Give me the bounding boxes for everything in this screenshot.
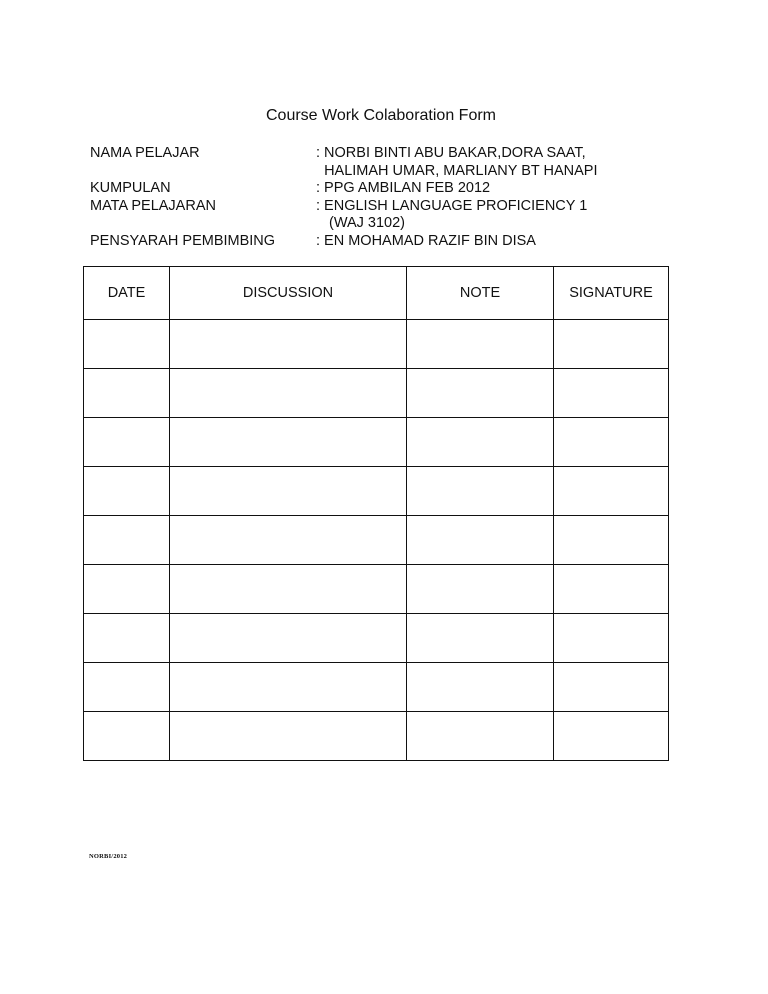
pensyarah-value: : EN MOHAMAD RAZIF BIN DISA (316, 232, 536, 249)
date-cell (84, 663, 170, 712)
nama-pelajar-value-line2: HALIMAH UMAR, MARLIANY BT HANAPI (324, 162, 598, 179)
collaboration-log-table (83, 266, 669, 761)
date-cell (84, 712, 170, 761)
table-body (84, 320, 669, 761)
discussion-cell (170, 467, 407, 516)
date-cell (84, 516, 170, 565)
note-cell (407, 467, 554, 516)
nama-pelajar-value: : NORBI BINTI ABU BAKAR,DORA SAAT, (316, 145, 586, 161)
discussion-cell (170, 565, 407, 614)
date-cell (84, 614, 170, 663)
kumpulan-value: : PPG AMBILAN FEB 2012 (316, 180, 491, 196)
note-cell (407, 614, 554, 663)
kumpulan-label: KUMPULAN (90, 180, 171, 196)
student-info-block (90, 145, 597, 250)
nama-pelajar-label: NAMA PELAJAR (90, 145, 200, 161)
signature-cell (554, 516, 669, 565)
note-cell (407, 418, 554, 467)
table-row (84, 614, 669, 663)
note-cell (407, 712, 554, 761)
signature-cell (554, 369, 669, 418)
signature-cell (554, 712, 669, 761)
table-header-row (84, 267, 669, 320)
date-cell (84, 418, 170, 467)
nama-pelajar-value-continued (90, 163, 597, 181)
header-discussion: DISCUSSION (170, 267, 407, 320)
info-row-nama-pelajar (90, 145, 597, 163)
table-row (84, 418, 669, 467)
discussion-cell (170, 614, 407, 663)
table-row (84, 712, 669, 761)
table-row (84, 320, 669, 369)
mata-pelajaran-label: MATA PELAJARAN (90, 197, 216, 214)
table-row (84, 516, 669, 565)
mata-pelajaran-value-line2: (WAJ 3102) (329, 215, 406, 231)
form-title: Course Work Colaboration Form (265, 107, 496, 124)
table-row (84, 369, 669, 418)
header-date: DATE (84, 267, 170, 320)
note-cell (407, 663, 554, 712)
signature-cell (554, 467, 669, 516)
note-cell (407, 516, 554, 565)
mata-pelajaran-value: : ENGLISH LANGUAGE PROFICIENCY 1 (316, 197, 588, 214)
note-cell (407, 369, 554, 418)
discussion-cell (170, 369, 407, 418)
table-row (84, 663, 669, 712)
header-signature: SIGNATURE (554, 267, 669, 320)
info-row-mata-pelajaran (90, 198, 597, 216)
info-row-kumpulan (90, 180, 597, 198)
discussion-cell (170, 663, 407, 712)
table-row (84, 565, 669, 614)
date-cell (84, 369, 170, 418)
signature-cell (554, 418, 669, 467)
signature-cell (554, 320, 669, 369)
date-cell (84, 565, 170, 614)
header-note: NOTE (407, 267, 554, 320)
discussion-cell (170, 712, 407, 761)
date-cell (84, 467, 170, 516)
pensyarah-label: PENSYARAH PEMBIMBING (90, 232, 276, 249)
signature-cell (554, 614, 669, 663)
date-cell (84, 320, 170, 369)
discussion-cell (170, 516, 407, 565)
info-row-pensyarah (90, 233, 597, 251)
note-cell (407, 565, 554, 614)
note-cell (407, 320, 554, 369)
footer-code: NORBI/2012 (89, 853, 128, 860)
discussion-cell (170, 320, 407, 369)
table-row (84, 467, 669, 516)
discussion-cell (170, 418, 407, 467)
signature-cell (554, 565, 669, 614)
signature-cell (554, 663, 669, 712)
